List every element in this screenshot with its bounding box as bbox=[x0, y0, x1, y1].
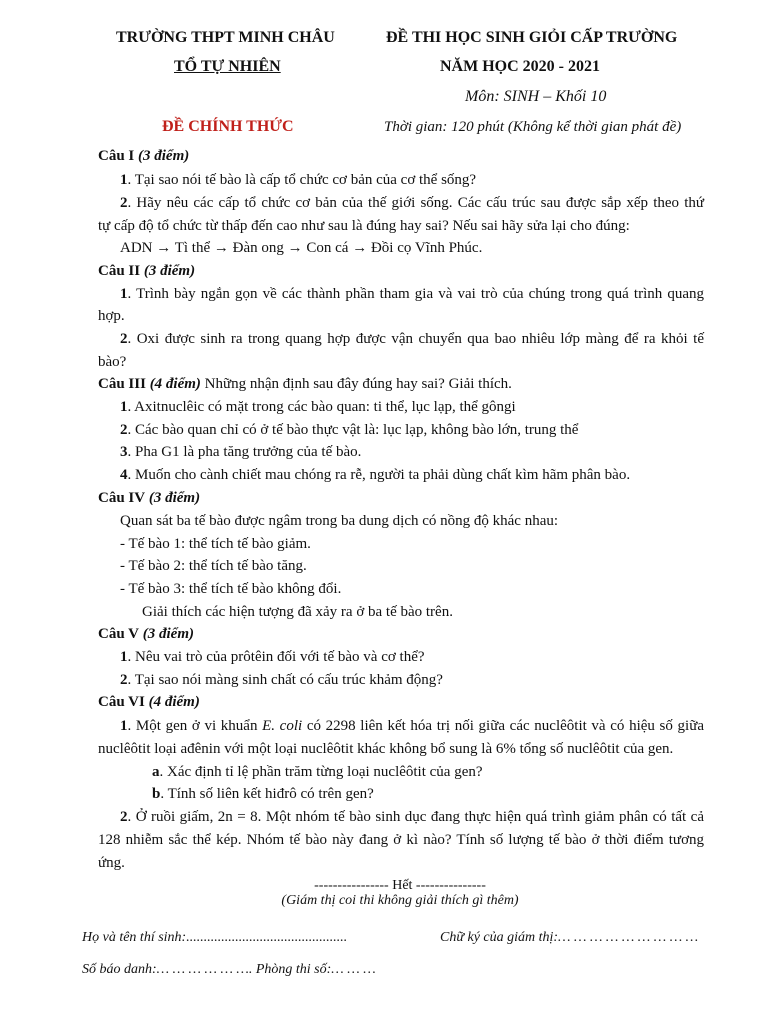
question-1-points: (3 điểm) bbox=[138, 148, 190, 164]
question-6-subitem-b bbox=[152, 784, 374, 804]
question-2-item-1-line-1 bbox=[120, 284, 704, 304]
question-2-item-1-line-2: hợp. bbox=[98, 308, 125, 324]
item-text: . Một gen ở vi khuẩn bbox=[127, 718, 263, 734]
question-6-label: Câu VI bbox=[98, 694, 145, 710]
question-3-item-2 bbox=[120, 420, 578, 440]
item-text: . Muốn cho cành chiết mau chóng ra rễ, người ta phải dùng chất kìm hãm phân bào. bbox=[127, 467, 631, 483]
item-number: 1 bbox=[120, 718, 128, 734]
question-4-line-1: Quan sát ba tế bào được ngâm trong ba dung dịch có nồng độ khác nhau: bbox=[120, 513, 559, 529]
item-text: . Pha G1 là pha tăng trưởng của tế bào. bbox=[127, 444, 362, 460]
question-6-subitem-a bbox=[152, 762, 483, 782]
question-4-points: (3 điểm) bbox=[148, 490, 201, 506]
item-text: . Tại sao nói màng sinh chất có cấu trúc khảm động? bbox=[127, 672, 443, 688]
question-2-item-2-line-2: bào? bbox=[98, 354, 127, 370]
item-number: 4 bbox=[120, 467, 128, 483]
subject-line: Môn: SINH – Khối 10 bbox=[465, 88, 607, 105]
item-text: . Hãy nêu các cấp tổ chức cơ bản của thế giới sống. Các cấu trúc sau được sắp xếp theo thứ bbox=[127, 195, 704, 211]
department-name: TỔ TỰ NHIÊN bbox=[174, 58, 281, 75]
question-1-label: Câu I bbox=[98, 148, 135, 164]
end-marker: ---------------- Hết --------------- bbox=[314, 878, 486, 893]
question-5-item-1 bbox=[120, 647, 425, 667]
question-4-line-3: - Tế bào 2: thể tích tế bào tăng. bbox=[120, 558, 307, 574]
item-number: 2 bbox=[120, 422, 128, 438]
question-2-label: Câu II bbox=[98, 263, 141, 279]
question-4-line-5: Giải thích các hiện tượng đã xảy ra ở ba tế bào trên. bbox=[142, 604, 453, 620]
question-6-item-2-line-3: ứng. bbox=[98, 855, 125, 871]
question-4-line-2: - Tế bào 1: thể tích tế bào giảm. bbox=[120, 536, 311, 552]
exam-title: ĐỀ THI HỌC SINH GIỎI CẤP TRƯỜNG bbox=[386, 29, 678, 46]
question-3-intro: Những nhận định sau đây đúng hay sai? Giải thích. bbox=[200, 376, 512, 392]
item-number: 2 bbox=[120, 195, 128, 211]
question-6-item-2-line-1 bbox=[120, 807, 704, 827]
question-3-item-3 bbox=[120, 442, 361, 462]
subitem-label: b bbox=[152, 786, 161, 802]
item-number: 1 bbox=[120, 286, 128, 302]
item-number: 1 bbox=[120, 399, 128, 415]
question-5-heading bbox=[98, 624, 194, 644]
question-2-heading bbox=[98, 261, 195, 281]
question-5-item-2 bbox=[120, 670, 443, 690]
question-1-heading bbox=[98, 146, 189, 166]
question-6-item-2-line-2: 128 nhiễm sắc thể kép. Nhóm tế bào này đang ở kì nào? Tính số lượng tế bào ở thời điểm tương bbox=[98, 832, 704, 848]
item-text: . Các bào quan chỉ có ở tế bào thực vật là: lục lạp, không bào lớn, trung thể bbox=[127, 422, 579, 438]
official-label: ĐỀ CHÍNH THỨC bbox=[162, 118, 294, 135]
question-3-item-1 bbox=[120, 397, 516, 417]
subitem-text: . Tính số liên kết hiđrô có trên gen? bbox=[160, 786, 374, 802]
question-5-points: (3 điểm) bbox=[142, 626, 194, 642]
question-5-label: Câu V bbox=[98, 626, 139, 642]
question-3-label: Câu III bbox=[98, 376, 146, 392]
proctor-signature-field: Chữ ký của giám thị:… … … … … … … … … bbox=[440, 930, 699, 945]
subitem-text: . Xác định tỉ lệ phần trăm từng loại nuclêôtit của gen? bbox=[159, 764, 483, 780]
item-text: . Trình bày ngắn gọn về các thành phần tham gia và vai trò của chúng trong quá trình quang bbox=[127, 286, 704, 302]
question-4-heading bbox=[98, 488, 200, 508]
question-3-item-4 bbox=[120, 465, 630, 485]
item-text: . Nêu vai trò của prôtêin đối với tế bào và cơ thể? bbox=[127, 649, 425, 665]
question-2-points: (3 điểm) bbox=[143, 263, 196, 279]
item-number: 2 bbox=[120, 809, 128, 825]
item-number: 2 bbox=[120, 672, 128, 688]
question-1-item-2-line-2: tự cấp độ tổ chức từ thấp đến cao như sau là đúng hay sai? Nếu sai hãy sửa lại cho đúng: bbox=[98, 218, 630, 234]
question-1-item-2-line-1 bbox=[120, 193, 704, 213]
candidate-name-field: Họ và tên thí sinh:.............................................. bbox=[82, 930, 348, 945]
question-4-label: Câu IV bbox=[98, 490, 146, 506]
time-line: Thời gian: 120 phút (Không kể thời gian phát đề) bbox=[384, 119, 682, 135]
item-number: 1 bbox=[120, 172, 128, 188]
proctor-note: (Giám thị coi thi không giải thích gì thêm) bbox=[281, 893, 519, 908]
question-6-item-1-line-1 bbox=[120, 716, 704, 736]
question-6-item-1-line-2: nuclêôtit loại ađênin với một loại nuclêôtit khác không bổ sung là 6% tổng số nuclêôtit của gen. bbox=[98, 741, 674, 757]
question-6-heading bbox=[98, 692, 200, 712]
question-1-item-1 bbox=[120, 170, 476, 190]
question-4-line-4: - Tế bào 3: thể tích tế bào không đổi. bbox=[120, 581, 342, 597]
item-text: . Axitnuclêic có mặt trong các bào quan: ti thể, lục lạp, thể gôngi bbox=[127, 399, 516, 415]
item-text: . Tại sao nói tế bào là cấp tổ chức cơ bản của cơ thể sống? bbox=[127, 172, 477, 188]
candidate-id-field: Số báo danh:… … … … … …. Phòng thi số:… … … bbox=[82, 962, 376, 977]
item-text: . Oxi được sinh ra trong quang hợp được vận chuyển qua bao nhiêu lớp màng để ra khỏi tế bbox=[127, 331, 704, 347]
question-6-points: (4 điểm) bbox=[148, 694, 200, 710]
school-name: TRƯỜNG THPT MINH CHÂU bbox=[116, 29, 335, 46]
item-number: 1 bbox=[120, 649, 128, 665]
question-3-heading bbox=[98, 374, 512, 394]
question-2-item-2-line-1 bbox=[120, 329, 704, 349]
item-number: 2 bbox=[120, 331, 128, 347]
school-year: NĂM HỌC 2020 - 2021 bbox=[440, 58, 600, 75]
species-name: E. coli bbox=[262, 718, 303, 734]
question-3-points: (4 điểm) bbox=[149, 376, 201, 392]
item-text: có 2298 liên kết hóa trị nối giữa các nuclêôtit và có hiệu số giữa bbox=[302, 718, 704, 734]
subitem-label: a bbox=[152, 764, 160, 780]
question-1-item-2-line-3: ADN → Tì thể → Đàn ong → Con cá → Đồi cọ Vĩnh Phúc. bbox=[120, 240, 483, 256]
item-number: 3 bbox=[120, 444, 128, 460]
item-text: . Ở ruồi giấm, 2n = 8. Một nhóm tế bào sinh dục đang thực hiện quá trình giảm phân có tất cả bbox=[127, 809, 704, 825]
